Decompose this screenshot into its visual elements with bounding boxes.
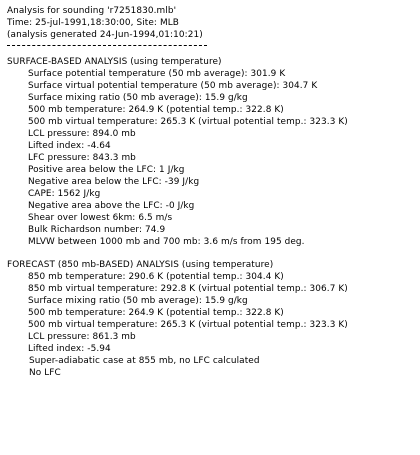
- surface-line: Positive area below the LFC: 1 J/kg: [28, 165, 185, 175]
- surface-analysis-heading: SURFACE-BASED ANALYSIS (using temperature): [7, 57, 222, 67]
- surface-line: Shear over lowest 6km: 6.5 m/s: [28, 213, 173, 223]
- forecast-note: No LFC: [29, 368, 61, 378]
- surface-line: 500 mb virtual temperature: 265.3 K (virtual potential temp.: 323.3 K): [28, 117, 348, 127]
- surface-line: Bulk Richardson number: 74.9: [28, 225, 166, 235]
- surface-line: LFC pressure: 843.3 mb: [28, 153, 136, 163]
- forecast-line: Lifted index: -5.94: [28, 344, 111, 354]
- forecast-line: 500 mb temperature: 264.9 K (potential temp.: 322.8 K): [28, 308, 284, 318]
- forecast-line: LCL pressure: 861.3 mb: [28, 332, 136, 342]
- surface-line: MLVW between 1000 mb and 700 mb: 3.6 m/s from 195 deg.: [28, 237, 305, 247]
- surface-line: Surface potential temperature (50 mb average): 301.9 K: [28, 69, 286, 79]
- surface-line: Negative area below the LFC: -39 J/kg: [28, 177, 200, 187]
- surface-line: Surface mixing ratio (50 mb average): 15.9 g/kg: [28, 93, 248, 103]
- report-time-site: Time: 25-jul-1991,18:30:00, Site: MLB: [7, 18, 179, 28]
- surface-line: CAPE: 1562 J/kg: [28, 189, 101, 199]
- forecast-line: 850 mb temperature: 290.6 K (potential temp.: 304.4 K): [28, 272, 284, 282]
- forecast-note: Super-adiabatic case at 855 mb, no LFC calculated: [29, 356, 260, 366]
- forecast-line: Surface mixing ratio (50 mb average): 15.9 g/kg: [28, 296, 248, 306]
- forecast-line: 500 mb virtual temperature: 265.3 K (virtual potential temp.: 323.3 K): [28, 320, 348, 330]
- forecast-analysis-heading: FORECAST (850 mb-BASED) ANALYSIS (using temperature): [7, 260, 274, 270]
- header-divider: [7, 45, 207, 46]
- forecast-line: 850 mb virtual temperature: 292.8 K (virtual potential temp.: 306.7 K): [28, 284, 348, 294]
- report-title: Analysis for sounding 'r7251830.mlb': [7, 6, 177, 16]
- report-generated-date: (analysis generated 24-Jun-1994,01:10:21): [7, 30, 203, 40]
- surface-line: Lifted index: -4.64: [28, 141, 111, 151]
- surface-line: LCL pressure: 894.0 mb: [28, 129, 136, 139]
- surface-line: Negative area above the LFC: -0 J/kg: [28, 201, 195, 211]
- surface-line: Surface virtual potential temperature (50 mb average): 304.7 K: [28, 81, 318, 91]
- surface-line: 500 mb temperature: 264.9 K (potential temp.: 322.8 K): [28, 105, 284, 115]
